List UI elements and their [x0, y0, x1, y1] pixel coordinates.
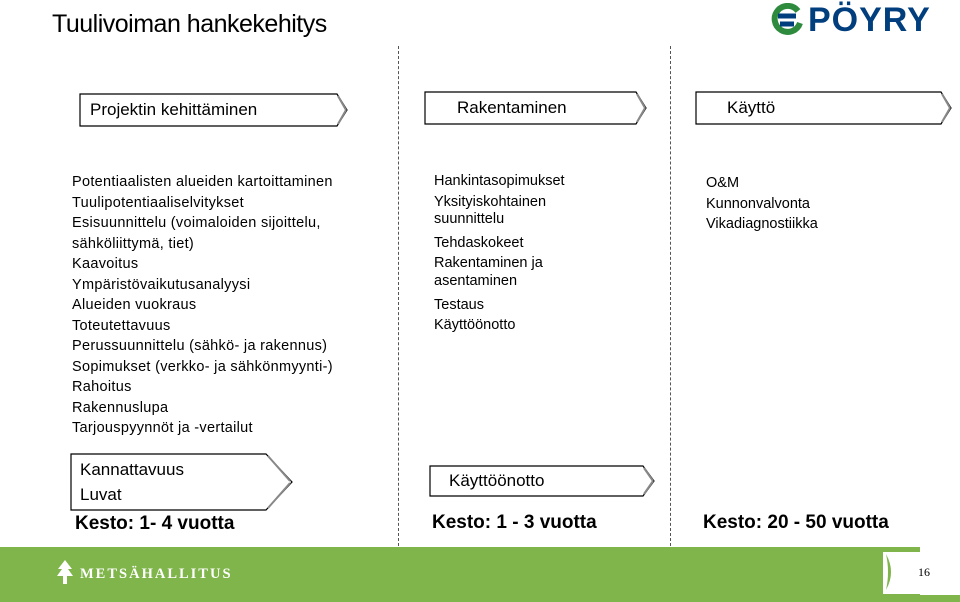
list-item: Rakentaminen ja: [434, 255, 543, 272]
list-item: Rakennuslupa: [72, 399, 169, 416]
leaf-decoration-icon: [884, 552, 898, 592]
list-item: Alueiden vuokraus: [72, 297, 197, 313]
milestone-arrow-permits: [70, 453, 295, 511]
poyry-logo-text: PÖYRY: [808, 0, 931, 39]
phase-divider: [398, 46, 399, 546]
milestone-label: Käyttöönotto: [449, 471, 545, 490]
duration-development: Kesto: 1- 4 vuotta: [75, 513, 235, 534]
list-item: Esisuunnittelu (voimaloiden sijoittelu,: [72, 215, 321, 231]
list-item: Ympäristövaikutusanalyysi: [72, 276, 251, 293]
list-item: asentaminen: [434, 272, 518, 289]
tree-logo-icon: [55, 559, 75, 585]
list-item: Tuulipotentiaaliselvitykset: [72, 194, 244, 211]
list-item: Toteutettavuus: [72, 317, 171, 334]
milestone-arrow-commissioning: [429, 465, 657, 497]
duration-operation: Kesto: 20 - 50 vuotta: [703, 512, 889, 533]
list-item: Tehdaskokeet: [434, 234, 524, 251]
milestone-label: Kannattavuus: [80, 460, 184, 479]
page-number: 16: [918, 565, 930, 579]
construction-task-list: [434, 171, 565, 336]
poyry-logo-icon: [770, 3, 804, 37]
phase-label: Projektin kehittäminen: [90, 100, 258, 119]
list-item: sähköliittymä, tiet): [72, 235, 195, 252]
operation-task-list: [706, 173, 818, 235]
list-item: Hankintasopimukset: [434, 173, 565, 189]
phase-arrow-development: [79, 93, 349, 127]
development-task-list: [72, 172, 333, 439]
list-item: Kaavoitus: [72, 256, 139, 272]
list-item: Perussuunnittelu (sähkö- ja rakennus): [72, 338, 328, 354]
list-item: Vikadiagnostiikka: [706, 216, 818, 233]
duration-construction: Kesto: 1 - 3 vuotta: [432, 512, 597, 533]
phase-divider: [670, 46, 671, 546]
list-item: Potentiaalisten alueiden kartoittaminen: [72, 174, 333, 190]
list-item: Kunnonvalvonta: [706, 195, 810, 212]
list-item: Testaus: [434, 296, 484, 313]
list-item: Yksityiskohtainen: [434, 193, 547, 210]
list-item: Sopimukset (verkko- ja sähkönmyynti-): [72, 358, 333, 375]
phase-label: Käyttö: [727, 98, 776, 117]
phase-arrow-operation: [695, 91, 955, 125]
page-title: Tuulivoiman hankekehitys: [52, 10, 327, 38]
list-item: Käyttöönotto: [434, 317, 516, 334]
list-item: suunnittelu: [434, 211, 505, 228]
poyry-logo: [770, 2, 931, 38]
list-item: Tarjouspyynnöt ja -vertailut: [72, 420, 253, 436]
list-item: O&M: [706, 175, 740, 191]
milestone-label: Luvat: [80, 485, 122, 504]
phase-arrow-construction: [424, 91, 649, 125]
list-item: Rahoitus: [72, 379, 132, 395]
footer-brand: METSÄHALLITUS: [80, 566, 233, 582]
phase-label: Rakentaminen: [457, 98, 567, 117]
